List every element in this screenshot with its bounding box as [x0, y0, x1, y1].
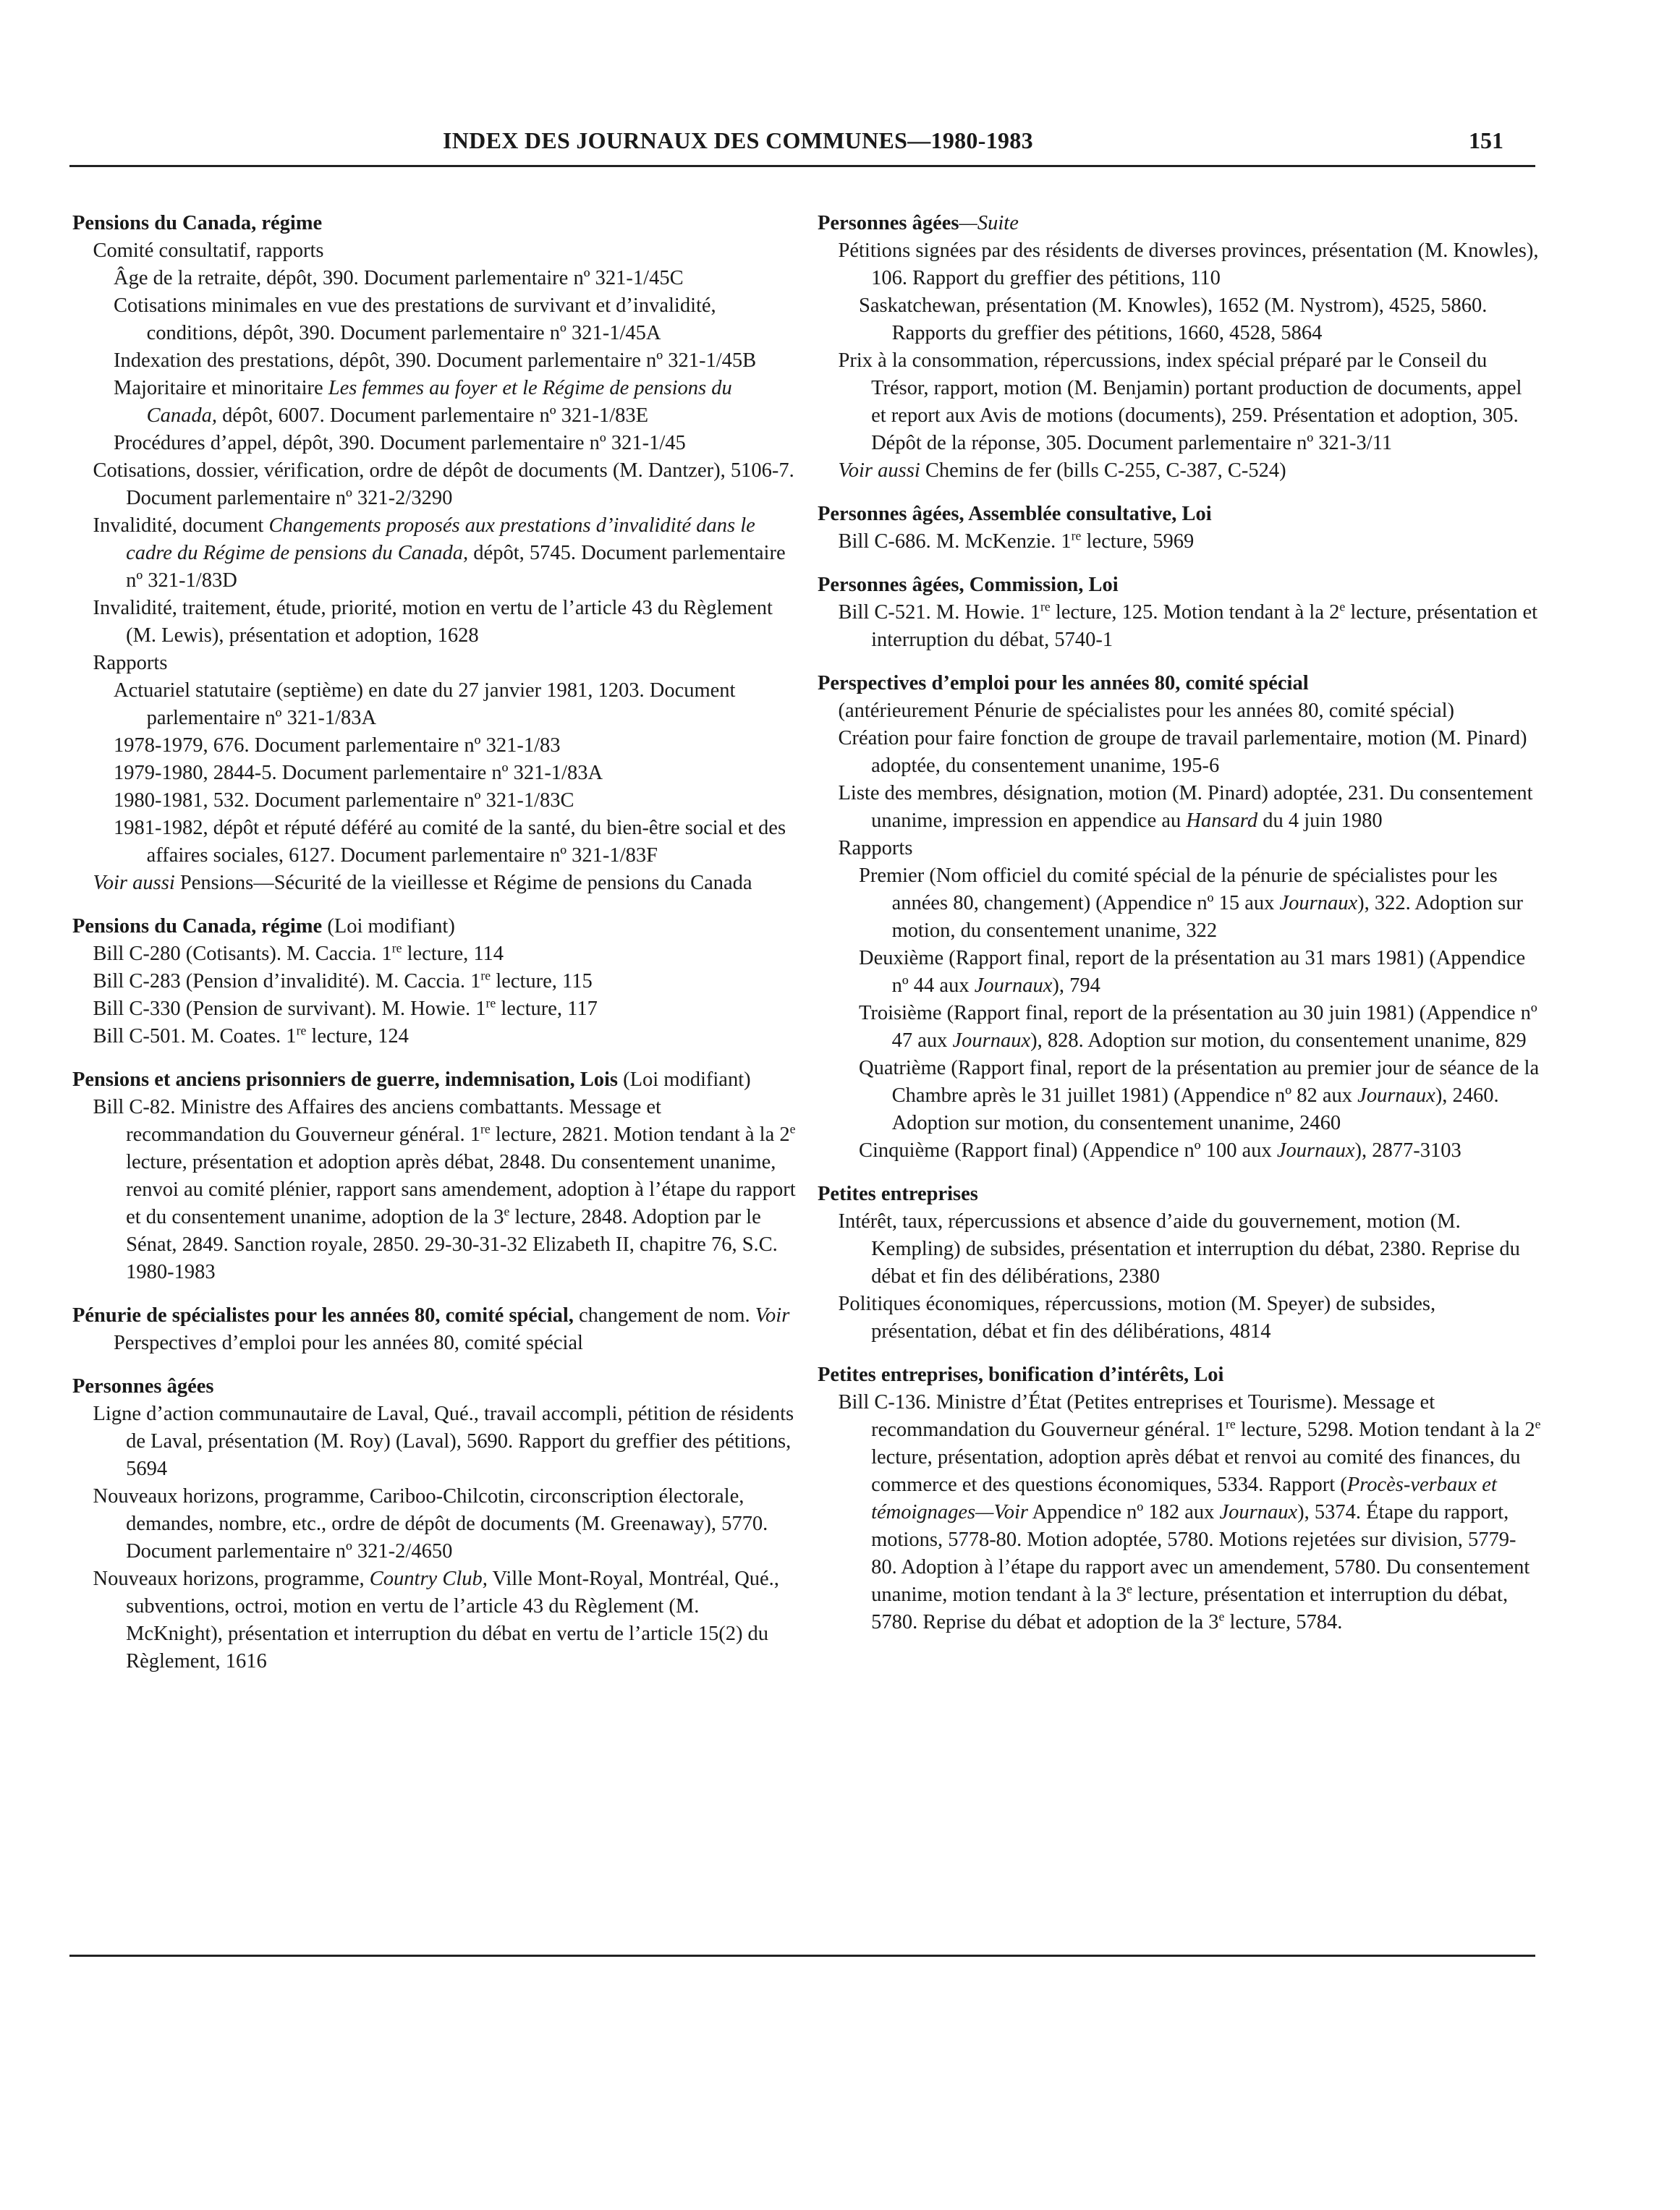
sub-entry: Bill C-82. Ministre des Affaires des anciens combattants. Message et recommandation du Gouverneur général. 1re lecture, 2821. Motion tendant à la 2e lecture, présentation et adoption après débat, 2848. Du consentement unanime, renvoi au comité plénier, rapport sans amendement, adoption à l’étape du rapport et du consentement unanime, adoption de la 3e lecture, 2848. Adoption par le Sénat, 2849. Sanction royale, 2850. 29-30-31-32 Elizabeth II, chapitre 76, S.C. 1980-1983	[93, 1096, 796, 1283]
sub-entry: 1979-1980, 2844-5. Document parlementaire nº 321-1/83A	[114, 762, 603, 784]
header-rule	[69, 165, 1535, 167]
index-entry	[818, 1181, 1541, 1346]
sub-entry: Bill C-501. M. Coates. 1re lecture, 124	[93, 1023, 409, 1047]
entry-heading: Petites entreprises, bonification d’intérêts, Loi	[818, 1364, 1224, 1386]
sub-entry: Bill C-686. M. McKenzie. 1re lecture, 5969	[838, 528, 1195, 553]
sub-entry: Création pour faire fonction de groupe de travail parlementaire, motion (M. Pinard) adoptée, du consentement unanime, 195-6	[838, 727, 1527, 777]
entry-heading: Pénurie de spécialistes pour les années 80, comité spécial, changement de nom. Voir Perspectives d’emploi pour les années 80, comité spécial	[72, 1304, 790, 1354]
sub-entry: 1980-1981, 532. Document parlementaire nº 321-1/83C	[114, 789, 574, 812]
entry-heading: Personnes âgées	[72, 1375, 214, 1398]
sub-entry: Âge de la retraite, dépôt, 390. Document parlementaire nº 321-1/45C	[114, 267, 684, 289]
entry-heading: Personnes âgées—Suite	[818, 212, 1019, 234]
sub-entry: Bill C-283 (Pension d’invalidité). M. Caccia. 1re lecture, 115	[93, 968, 593, 993]
sub-entry: Invalidité, traitement, étude, priorité, motion en vertu de l’article 43 du Règlement (M. Lewis), présentation et adoption, 1628	[93, 597, 773, 647]
entry-heading: Perspectives d’emploi pour les années 80, comité spécial	[818, 672, 1309, 694]
page-title: INDEX DES JOURNAUX DES COMMUNES—1980-1983	[443, 127, 1033, 153]
sub-entry: Invalidité, document Changements proposés aux prestations d’invalidité dans le cadre du Régime de pensions du Canada, dépôt, 5745. Document parlementaire nº 321-1/83D	[93, 514, 786, 592]
index-entry	[818, 501, 1541, 556]
sub-entry: Procédures d’appel, dépôt, 390. Document parlementaire nº 321-1/45	[114, 432, 686, 454]
sub-entry: Quatrième (Rapport final, report de la présentation au premier jour de séance de la Chambre après le 31 juillet 1981) (Appendice nº 82 aux Journaux), 2460. Adoption sur motion, du consentement unanime, 2460	[859, 1057, 1540, 1134]
index-entry	[72, 1373, 796, 1675]
footer-rule	[69, 1955, 1535, 1957]
sub-entry: Premier (Nom officiel du comité spécial de la pénurie de spécialistes pour les années 80, changement) (Appendice nº 15 aux Journaux), 322. Adoption sur motion, du consentement unanime, 322	[859, 864, 1523, 942]
sub-entry: Actuariel statutaire (septième) en date du 27 janvier 1981, 1203. Document parlementaire nº 321-1/83A	[114, 679, 736, 729]
sub-entry: Politiques économiques, répercussions, motion (M. Speyer) de subsides, présentation, débat et fin des délibérations, 4814	[838, 1293, 1436, 1343]
index-entry	[72, 1066, 796, 1286]
sub-entry: Rapports	[838, 837, 913, 859]
entry-heading: Pensions et anciens prisonniers de guerre, indemnisation, Lois (Loi modifiant)	[72, 1068, 751, 1091]
entry-heading: Personnes âgées, Assemblée consultative, Loi	[818, 503, 1212, 525]
sub-entry: Nouveaux horizons, programme, Cariboo-Chilcotin, circonscription électorale, demandes, nombre, etc., ordre de dépôt de documents (M. Greenaway), 5770. Document parlementaire nº 321-2/4650	[93, 1485, 768, 1563]
page-number: 151	[1469, 127, 1503, 153]
entry-heading: Petites entreprises	[818, 1183, 978, 1205]
sub-entry: Bill C-521. M. Howie. 1re lecture, 125. Motion tendant à la 2e lecture, présentation et interruption du débat, 5740-1	[838, 599, 1538, 651]
sub-entry: 1981-1982, dépôt et réputé déféré au comité de la santé, du bien-être social et des affaires sociales, 6127. Document parlementaire nº 321-1/83F	[114, 817, 786, 867]
sub-entry: Intérêt, taux, répercussions et absence d’aide du gouvernement, motion (M. Kempling) de subsides, présentation et interruption du débat, 2380. Reprise du débat et fin des délibérations, 2380	[838, 1210, 1520, 1288]
sub-entry: Pétitions signées par des résidents de diverses provinces, présentation (M. Knowles), 106. Rapport du greffier des pétitions, 110	[838, 239, 1539, 289]
sub-entry: Comité consultatif, rapports	[93, 239, 324, 262]
sub-entry: Nouveaux horizons, programme, Country Club, Ville Mont-Royal, Montréal, Qué., subventions, octroi, motion en vertu de l’article 43 du Règlement (M. McKnight), présentation et interruption du débat en vertu de l’article 15(2) du Règlement, 1616	[93, 1568, 779, 1673]
index-entry	[72, 1302, 796, 1357]
entry-heading: Pensions du Canada, régime	[72, 212, 323, 234]
index-entry	[72, 913, 796, 1050]
sub-entry: Prix à la consommation, répercussions, index spécial préparé par le Conseil du Trésor, rapport, motion (M. Benjamin) portant production de documents, appel et report aux Avis de motions (documents), 259. Présentation et adoption, 305. Dépôt de la réponse, 305. Document parlementaire nº 321-3/11	[838, 349, 1522, 454]
sub-entry: Saskatchewan, présentation (M. Knowles), 1652 (M. Nystrom), 4525, 5860. Rapports du greffier des pétitions, 1660, 4528, 5864	[859, 294, 1488, 344]
index-entry	[818, 571, 1541, 654]
entry-heading: Pensions du Canada, régime (Loi modifiant)	[72, 915, 455, 938]
entry-heading: Personnes âgées, Commission, Loi	[818, 574, 1119, 596]
sub-entry: (antérieurement Pénurie de spécialistes pour les années 80, comité spécial)	[838, 700, 1455, 722]
sub-entry: Cinquième (Rapport final) (Appendice nº 100 aux Journaux), 2877-3103	[859, 1139, 1461, 1162]
sub-entry: 1978-1979, 676. Document parlementaire nº 321-1/83	[114, 734, 561, 757]
sub-entry: Bill C-280 (Cotisants). M. Caccia. 1re lecture, 114	[93, 940, 504, 965]
sub-entry: Bill C-136. Ministre d’État (Petites entreprises et Tourisme). Message et recommandation du Gouverneur général. 1re lecture, 5298. Motion tendant à la 2e lecture, présentation, adoption après débat et renvoi au comité des finances, du commerce et des questions économiques, 5334. Rapport (Procès-verbaux et témoignages—Voir Appendice nº 182 aux Journaux), 5374. Étape du rapport, motions, 5778-80. Motion adoptée, 5780. Motions rejetées sur division, 5779-80. Adoption à l’étape du rapport avec un amendement, 5780. Du consentement unanime, motion tendant à la 3e lecture, présentation et interruption du débat, 5780. Reprise du débat et adoption de la 3e lecture, 5784.	[838, 1391, 1541, 1633]
sub-entry: Ligne d’action communautaire de Laval, Qué., travail accompli, pétition de résidents de Laval, présentation (M. Roy) (Laval), 5690. Rapport du greffier des pétitions, 5694	[93, 1403, 794, 1480]
cross-reference: Voir aussi Chemins de fer (bills C-255, C-387, C-524)	[838, 459, 1286, 482]
sub-entry: Majoritaire et minoritaire Les femmes au foyer et le Régime de pensions du Canada, dépôt, 6007. Document parlementaire nº 321-1/83E	[114, 377, 732, 427]
index-entry	[818, 670, 1541, 1165]
sub-entry: Indexation des prestations, dépôt, 390. Document parlementaire nº 321-1/45B	[114, 349, 757, 372]
sub-entry: Liste des membres, désignation, motion (M. Pinard) adoptée, 231. Du consentement unanime, impression en appendice au Hansard du 4 juin 1980	[838, 782, 1533, 832]
sub-entry: Cotisations, dossier, vérification, ordre de dépôt de documents (M. Dantzer), 5106-7. Document parlementaire nº 321-2/3290	[93, 459, 794, 509]
cross-reference: Voir aussi Pensions—Sécurité de la vieillesse et Régime de pensions du Canada	[93, 872, 752, 894]
sub-entry: Bill C-330 (Pension de survivant). M. Howie. 1re lecture, 117	[93, 995, 598, 1020]
sub-entry: Troisième (Rapport final, report de la présentation au 30 juin 1981) (Appendice nº 47 aux Journaux), 828. Adoption sur motion, du consentement unanime, 829	[859, 1002, 1537, 1052]
index-entry	[818, 1361, 1541, 1636]
sub-entry: Cotisations minimales en vue des prestations de survivant et d’invalidité, conditions, dépôt, 390. Document parlementaire nº 321-1/45A	[114, 294, 716, 344]
right-column	[818, 210, 1541, 1652]
index-entry	[818, 210, 1541, 485]
index-entry	[72, 210, 796, 897]
left-column	[72, 210, 796, 1691]
sub-entry: Deuxième (Rapport final, report de la présentation au 31 mars 1981) (Appendice nº 44 aux Journaux), 794	[859, 947, 1526, 997]
sub-entry: Rapports	[93, 652, 168, 674]
